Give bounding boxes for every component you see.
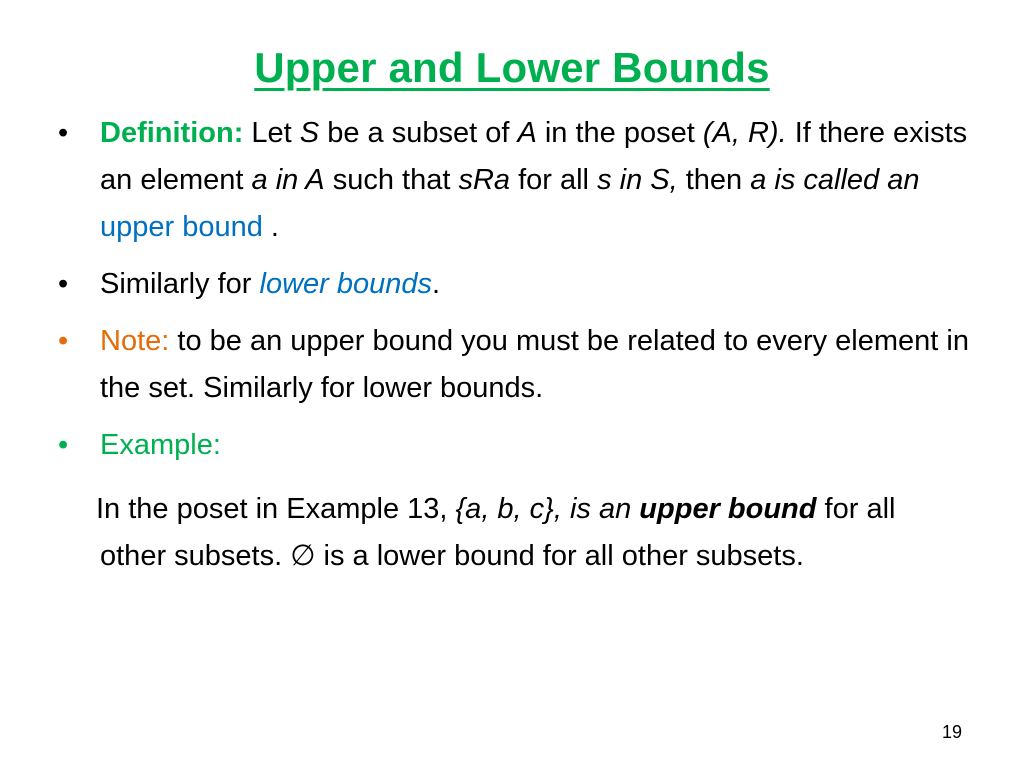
- definition-period: .: [262, 211, 279, 243]
- definition-text-3: in the poset: [536, 117, 703, 149]
- bullet-example: [58, 422, 973, 469]
- bullet-dot: •: [58, 268, 69, 300]
- bullet-note: [58, 318, 973, 412]
- definition-s-in-s: s in S,: [597, 164, 678, 196]
- bullet-dot: •: [58, 429, 69, 461]
- definition-sra: sRa: [458, 164, 511, 196]
- example-text-2: for all other subsets.: [100, 493, 896, 572]
- similarly-text-1: Similarly for: [100, 268, 260, 300]
- definition-var-a: A: [517, 117, 537, 149]
- definition-text-5: such that: [324, 164, 459, 196]
- empty-set-symbol: ∅: [290, 540, 316, 572]
- bullet-list: [58, 110, 973, 479]
- definition-text-2: be a subset of: [319, 117, 518, 149]
- example-upper-bound: upper bound: [639, 493, 817, 525]
- example-text-3: is a lower bound for all other subsets.: [315, 540, 804, 572]
- bullet-dot: •: [58, 325, 69, 357]
- note-label: Note:: [100, 325, 170, 357]
- note-text: to be an upper bound you must be related to every element in the set. Similarly for lower bounds.: [100, 325, 969, 404]
- slide-title-text: Upper and Lower Bounds: [254, 44, 770, 91]
- definition-text-6: for all: [510, 164, 598, 196]
- definition-poset: (A, R).: [702, 117, 787, 149]
- definition-text-4: If there exists an element: [100, 117, 968, 196]
- page-number: 19: [941, 722, 962, 742]
- term-upper-bound: upper bound: [100, 211, 263, 243]
- bullet-similarly: [58, 261, 973, 308]
- definition-text-7: then: [677, 164, 751, 196]
- bullet-definition: [58, 110, 973, 251]
- definition-label: Definition:: [100, 117, 244, 149]
- definition-text-1: Let: [243, 117, 300, 149]
- definition-var-s: S: [299, 117, 320, 149]
- definition-called: a is called an: [750, 164, 920, 196]
- example-label: Example:: [100, 429, 221, 461]
- term-lower-bounds: lower bounds: [259, 268, 433, 300]
- example-paragraph: [96, 486, 940, 580]
- example-set: {a, b, c}, is an: [455, 493, 640, 525]
- example-text-1: In the poset in Example 13,: [96, 493, 456, 525]
- similarly-period: .: [432, 268, 441, 300]
- slide-title: [0, 44, 1024, 92]
- definition-a-in-a: a in A: [251, 164, 325, 196]
- bullet-dot: •: [58, 117, 69, 149]
